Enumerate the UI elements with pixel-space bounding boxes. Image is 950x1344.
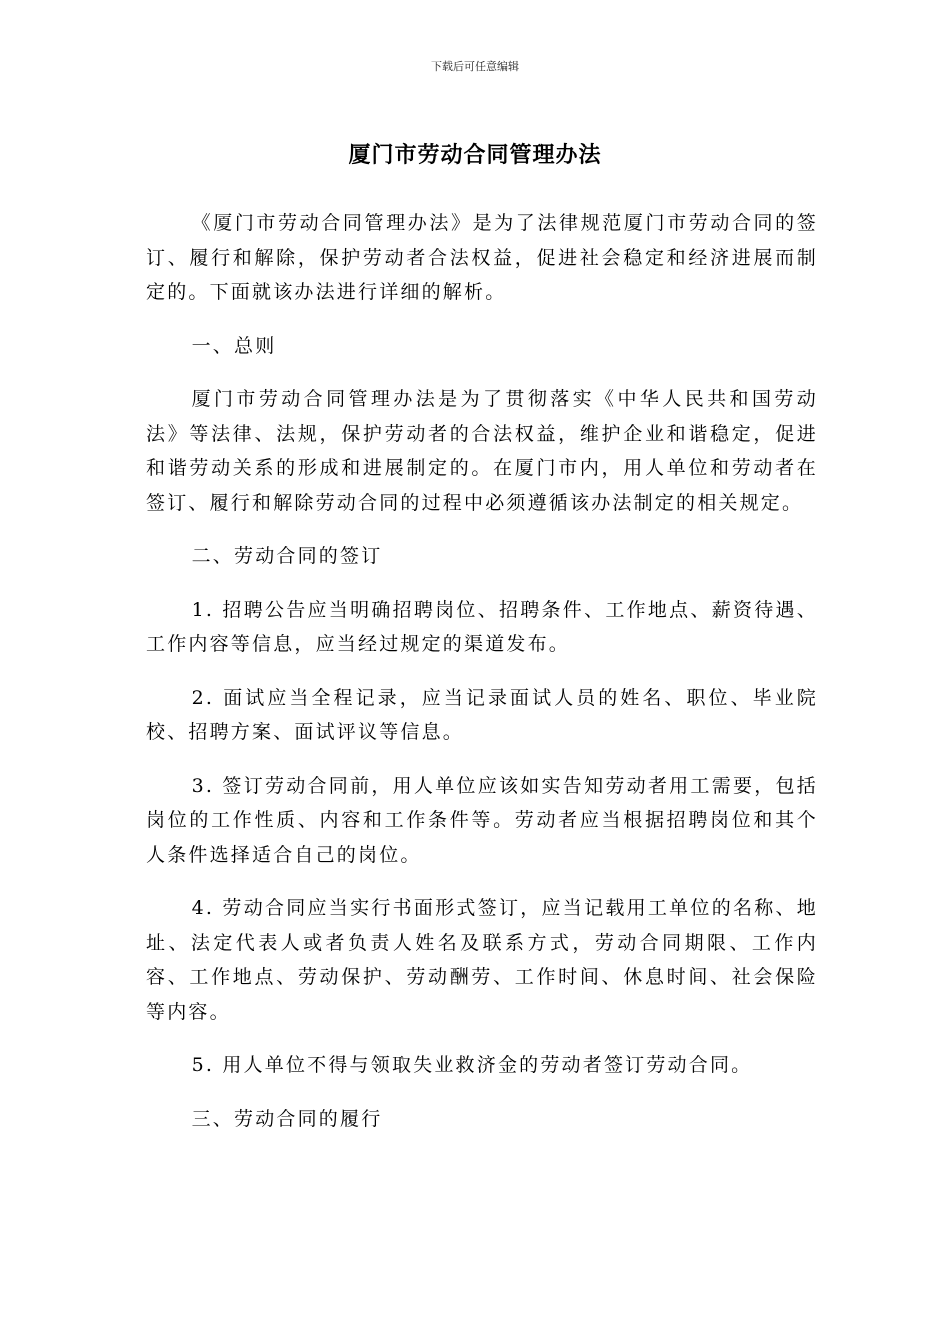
general-paragraph: 厦门市劳动合同管理办法是为了贯彻落实《中华人民共和国劳动法》等法律、法规，保护劳动者的合法权益，维护企业和谐稳定，促进和谐劳动关系的形成和进展制定的。在厦门市内，用人单位和劳动者在签订、履行和解除劳动合同的过程中必须遵循该办法制定的相关规定。	[146, 388, 818, 514]
signing-item-3: 3. 签订劳动合同前，用人单位应该如实告知劳动者用工需要，包括岗位的工作性质、内容和工作条件等。劳动者应当根据招聘岗位和其个人条件选择适合自己的岗位。	[146, 774, 818, 866]
intro-paragraph: 《厦门市劳动合同管理办法》是为了法律规范厦门市劳动合同的签订、履行和解除，保护劳动者合法权益，促进社会稳定和经济进展而制定的。下面就该办法进行详细的解析。	[146, 212, 818, 303]
section-heading-general: 一、总则	[191, 334, 277, 357]
signing-item-4: 4. 劳动合同应当实行书面形式签订，应当记载用工单位的名称、地址、法定代表人或者负责人姓名及联系方式，劳动合同期限、工作内容、工作地点、劳动保护、劳动酬劳、工作时间、休息时间、社会保险等内容。	[146, 897, 818, 1023]
signing-item-2: 2. 面试应当全程记录，应当记录面试人员的姓名、职位、毕业院校、招聘方案、面试评议等信息。	[146, 686, 818, 743]
header-note: 下载后可任意编辑	[431, 60, 519, 73]
signing-item-5: 5. 用人单位不得与领取失业救济金的劳动者签订劳动合同。	[191, 1054, 753, 1076]
document-body	[146, 206, 818, 1155]
document-title: 厦门市劳动合同管理办法	[348, 143, 602, 168]
section-heading-signing: 二、劳动合同的签订	[191, 545, 383, 567]
section-heading-performance: 三、劳动合同的履行	[191, 1107, 383, 1130]
signing-item-1: 1. 招聘公告应当明确招聘岗位、招聘条件、工作地点、薪资待遇、工作内容等信息，应当经过规定的渠道发布。	[146, 598, 818, 655]
